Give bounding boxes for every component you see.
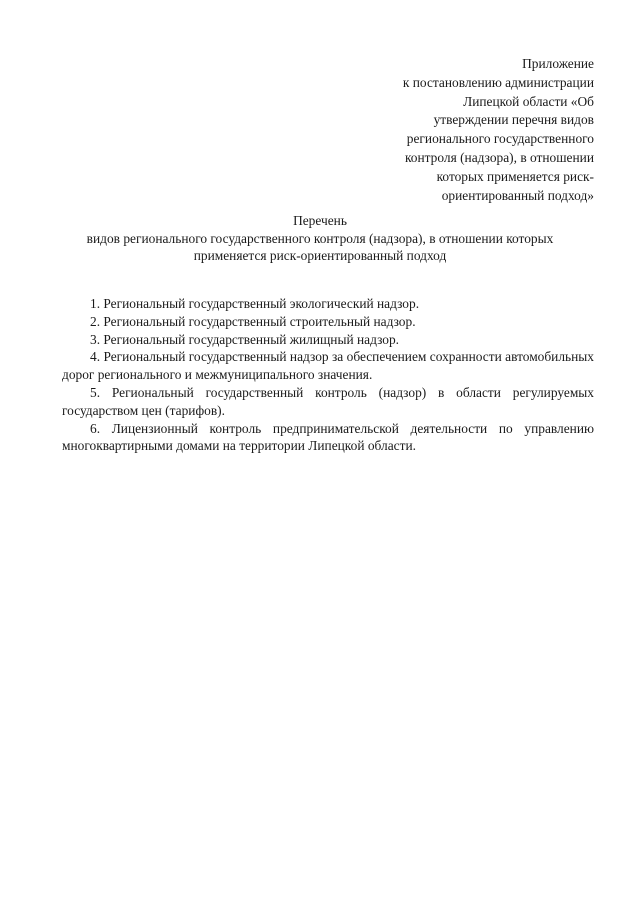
appendix-line: Липецкой области «Об xyxy=(463,93,594,109)
list-item: 4. Региональный государственный надзор за обеспечением сохранности автомобильных дорог регионального и межмуниципального значения. xyxy=(62,349,594,383)
list-item: 3. Региональный государственный жилищный надзор. xyxy=(90,331,400,347)
appendix-line: которых применяется риск- xyxy=(436,168,594,184)
appendix-line: регионального государственного xyxy=(406,131,594,147)
appendix-line: к постановлению администрации xyxy=(402,74,594,90)
appendix-line: контроля (надзора), в отношении xyxy=(404,149,594,165)
list-item: 1. Региональный государственный экологический надзор. xyxy=(90,296,420,311)
document-title xyxy=(46,212,594,265)
title-subtitle-line: видов регионального государственного контроля (надзора), в отношении которых xyxy=(86,230,554,246)
appendix-line: Приложение xyxy=(522,56,594,71)
list-item: 2. Региональный государственный строительный надзор. xyxy=(90,313,416,329)
control-types-list xyxy=(62,295,594,455)
appendix-line: ориентированный подход» xyxy=(441,187,594,203)
title-heading: Перечень xyxy=(293,213,347,228)
appendix-header xyxy=(354,55,594,205)
list-item: 5. Региональный государственный контроль (надзор) в области регулируемых государством цен (тарифов). xyxy=(62,384,594,418)
appendix-line: утверждении перечня видов xyxy=(433,112,594,128)
title-subtitle-line: применяется риск-ориентированный подход xyxy=(193,248,447,263)
list-item: 6. Лицензионный контроль предпринимательской деятельности по управлению многоквартирными домами на территории Липецкой области. xyxy=(62,420,594,454)
